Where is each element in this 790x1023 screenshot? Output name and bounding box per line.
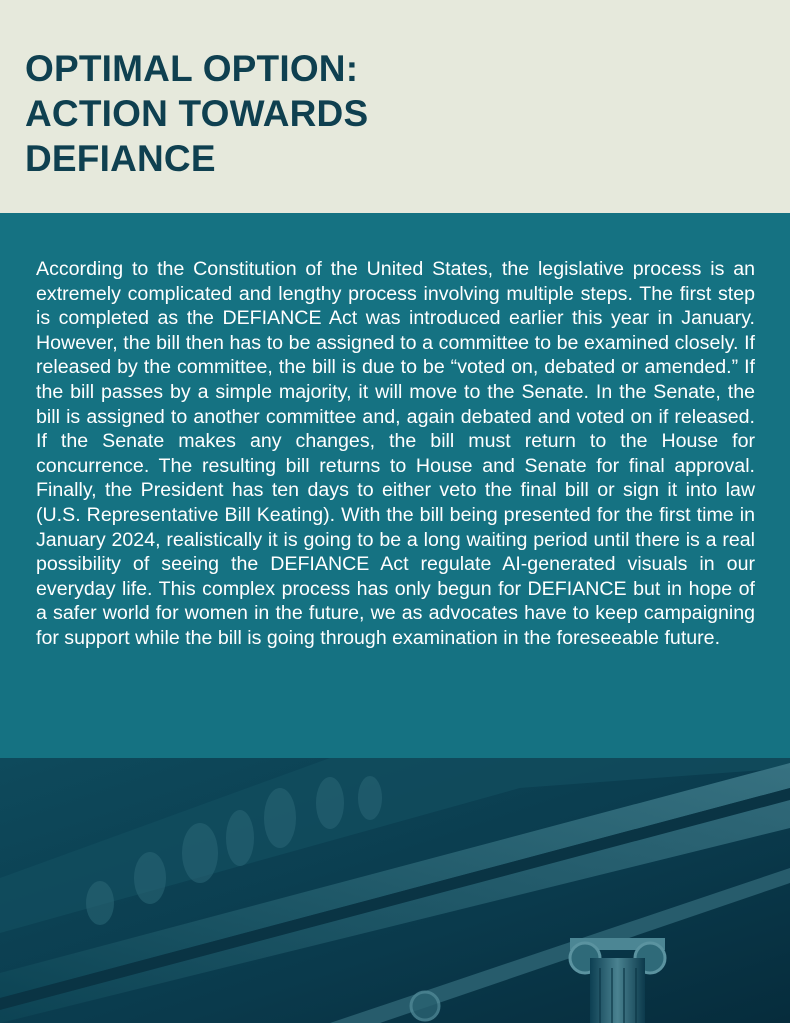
courthouse-photo (0, 758, 790, 1023)
body-paragraph: According to the Constitution of the United States, the legislative process is an extremely complicated and lengthy process involving multiple steps. The first step is completed as the DEFIANCE Act was introduced earlier this year in January. However, the bill then has to be assigned to a committee to be examined closely. If released by the committee, the bill is due to be “voted on, debated or amended.” If the bill passes by a simple majority, it will move to the Senate. In the Senate, the bill is assigned to another committee and, again debated and voted on if released. If the Senate makes any changes, the bill must return to the House for concurrence. The resulting bill returns to House and Senate for final approval. Finally, the President has ten days to either veto the final bill or sign it into law (U.S. Representative Bill Keating). With the bill being presented for the first time in January 2024, realistically it is going to be a long waiting period until there is a real possibility of seeing the DEFIANCE Act regulate AI-generated visuals in our everyday life. This complex process has only begun for DEFIANCE but in hope of a safer world for women in the future, we as advocates have to keep campaigning for support while the bill is going through examination in the foreseeable future. (36, 258, 755, 649)
title-line: ACTION TOWARDS (25, 93, 369, 134)
title-line: DEFIANCE (25, 138, 216, 179)
courthouse-illustration (0, 758, 790, 1023)
header-band (0, 0, 790, 213)
page-title (25, 46, 368, 181)
title-line: OPTIMAL OPTION: (25, 48, 359, 89)
content-band (0, 213, 790, 758)
